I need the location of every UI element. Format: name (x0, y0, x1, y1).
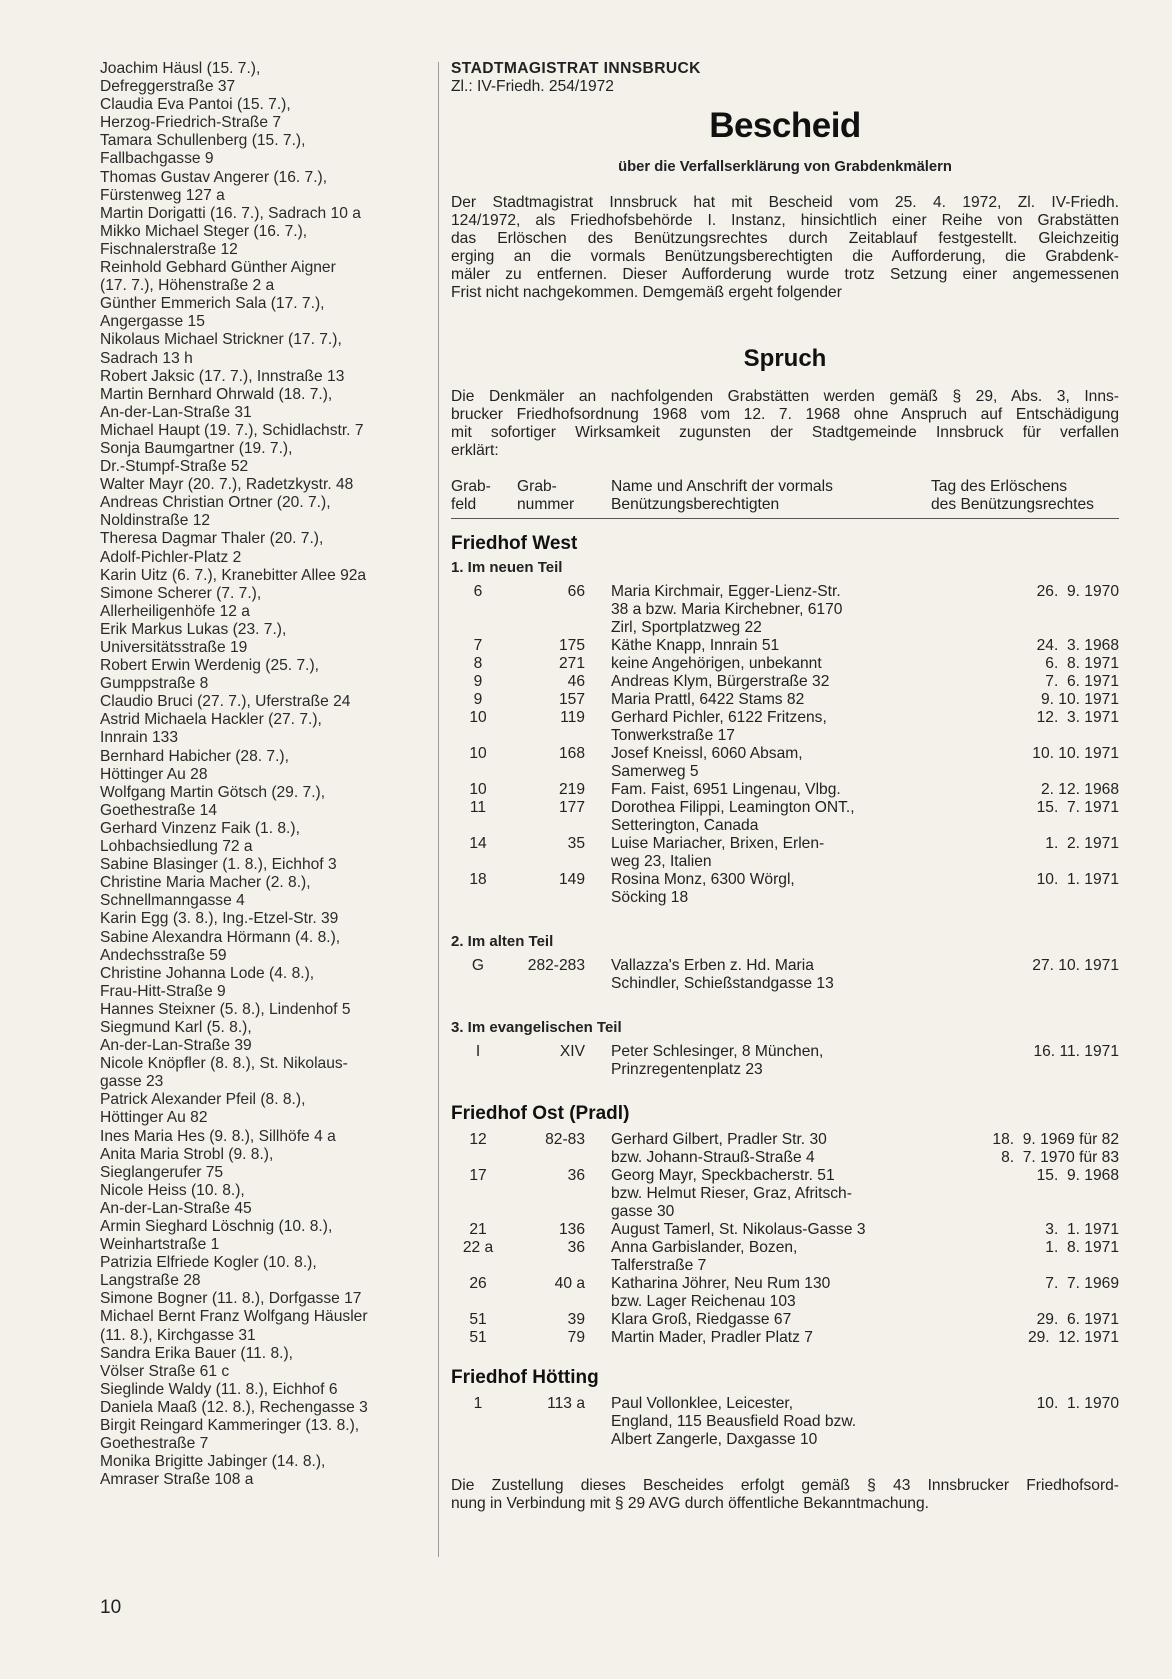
address-line: Söcking 18 (611, 889, 689, 906)
list-line: Dr.-Stumpf-Straße 52 (100, 458, 249, 476)
table-row (451, 1239, 1119, 1275)
header-grabnummer: Grab- nummer (517, 478, 575, 513)
expiry-date: 1. 2. 1971 (1045, 835, 1119, 852)
list-line: Allerheiligenhöfe 12 a (100, 602, 250, 620)
holder-name-address (611, 1221, 911, 1239)
list-line: Andechsstraße 59 (100, 946, 227, 964)
address-line: Setterington, Canada (611, 817, 759, 834)
cemetery-title: Friedhof West (451, 533, 578, 554)
grave-field: 10 (469, 709, 487, 726)
right-column (451, 60, 1119, 1513)
holder-name-address (611, 871, 911, 907)
address-line: August Tamerl, St. Nikolaus-Gasse 3 (611, 1221, 866, 1238)
paragraph-line: Frist nicht nachgekommen. Demgemäß ergeht folgender (451, 284, 842, 301)
expiry-date: 10. 1. 1971 (1036, 871, 1119, 888)
cemetery-part-title: 3. Im evangelischen Teil (451, 1019, 622, 1036)
page-number: 10 (100, 1597, 122, 1618)
table-row (451, 709, 1119, 745)
paragraph-line: erging an die vormals Benützungsberechtigten die Aufforderung, die Grabdenk- (451, 248, 1119, 265)
grave-field: 9 (473, 691, 483, 708)
list-line: (11. 8.), Kirchgasse 31 (100, 1326, 256, 1344)
list-line: Defreggerstraße 37 (100, 78, 236, 96)
address-line: Anna Garbislander, Bozen, (611, 1239, 798, 1256)
grave-field: 10 (469, 745, 487, 762)
holder-name-address (611, 745, 911, 781)
list-line: Monika Brigitte Jabinger (14. 8.), (100, 1453, 326, 1471)
list-line: Karin Egg (3. 8.), Ing.-Etzel-Str. 39 (100, 910, 339, 928)
list-line: Armin Sieghard Löschnig (10. 8.), (100, 1218, 333, 1235)
grave-field: 21 (469, 1221, 487, 1238)
holder-name-address (611, 799, 911, 835)
holder-name-address (611, 655, 911, 673)
grave-number: 40 a (554, 1275, 585, 1292)
section-spacer (451, 1449, 1119, 1455)
address-line: weg 23, Italien (611, 853, 712, 870)
address-line: Talferstraße 7 (611, 1257, 707, 1274)
grave-number: 113 a (547, 1395, 585, 1412)
table-row (451, 745, 1119, 781)
grave-number: 36 (567, 1167, 585, 1184)
table-row (451, 1329, 1119, 1347)
list-line: Sandra Erika Bauer (11. 8.), (100, 1344, 293, 1362)
list-line: Birgit Reingard Kammeringer (13. 8.), (100, 1417, 360, 1435)
address-line: Prinzregentenplatz 23 (611, 1061, 763, 1078)
paragraph-line: brucker Friedhofsordnung 1968 vom 12. 7. 1968 ohne Anspruch auf Entschädigung (451, 406, 1119, 423)
paragraph-line: mit sofortiger Wirksamkeit zugunsten der Stadtgemeinde Innsbruck für verfallen (451, 424, 1119, 441)
paragraph-line: mäler zu entfernen. Dieser Aufforderung wurde trotz Setzung einer angemessenen (451, 266, 1119, 283)
paragraph-line: Die Denkmäler an nachfolgenden Grabstätten werden gemäß § 29, Abs. 3, Inns- (451, 388, 1119, 405)
list-line: (17. 7.), Höhenstraße 2 a (100, 277, 275, 295)
grave-number: 282-283 (527, 957, 585, 974)
grave-number: 35 (567, 835, 585, 852)
grave-number: 119 (560, 709, 585, 726)
address-line: Fam. Faist, 6951 Lingenau, Vlbg. (611, 781, 841, 798)
list-line: Langstraße 28 (100, 1272, 201, 1290)
list-line: Patrizia Elfriede Kogler (10. 8.), (100, 1254, 317, 1272)
grave-number: 79 (567, 1329, 585, 1346)
list-line: Karin Uitz (6. 7.), Kranebitter Allee 92a (100, 566, 367, 584)
list-line: Martin Bernhard Ohrwald (18. 7.), (100, 385, 333, 403)
expiry-date: 16. 11. 1971 (1033, 1043, 1119, 1060)
table-row (451, 781, 1119, 799)
list-line: Nicole Knöpfler (8. 8.), St. Nikolaus- (100, 1055, 348, 1073)
list-line: Thomas Gustav Angerer (16. 7.), (100, 168, 328, 186)
list-line: Claudia Eva Pantoi (15. 7.), (100, 96, 291, 114)
spruch-paragraph (451, 388, 1119, 460)
list-line: Reinhold Gebhard Günther Aigner (100, 259, 336, 277)
paragraph-line: erklärt: (451, 442, 499, 459)
expiry-date: 7. 7. 1969 (1045, 1275, 1119, 1292)
list-line: An-der-Lan-Straße 31 (100, 403, 252, 421)
expiry-date: 29. 12. 1971 (1027, 1329, 1119, 1346)
list-line: Wolfgang Martin Götsch (29. 7.), (100, 783, 326, 801)
list-line: Amraser Straße 108 a (100, 1471, 254, 1489)
grave-rows (451, 957, 1119, 993)
grave-rows (451, 1131, 1119, 1347)
grave-number: 177 (558, 799, 585, 816)
list-line: Claudio Bruci (27. 7.), Uferstraße 24 (100, 693, 351, 711)
table-row (451, 1167, 1119, 1221)
address-line: Martin Mader, Pradler Platz 7 (611, 1329, 813, 1346)
list-line: Goethestraße 14 (100, 801, 218, 819)
address-line: Zirl, Sportplatzweg 22 (611, 619, 762, 636)
list-line: Herzog-Friedrich-Straße 7 (100, 114, 282, 132)
list-line: Innrain 133 (100, 729, 179, 747)
holder-name-address (611, 1311, 911, 1329)
spruch-heading: Spruch (743, 345, 827, 372)
list-line: Erik Markus Lukas (23. 7.), (100, 620, 287, 638)
expiry-date: 29. 6. 1971 (1036, 1311, 1119, 1328)
address-line: 38 a bzw. Maria Kirchebner, 6170 (611, 601, 843, 618)
list-line: Anita Maria Strobl (9. 8.), (100, 1145, 274, 1163)
grave-field: 51 (469, 1311, 487, 1328)
list-line: Walter Mayr (20. 7.), Radetzkystr. 48 (100, 476, 354, 494)
holder-name-address (611, 637, 911, 655)
grave-field: 10 (469, 781, 487, 798)
grave-sections (451, 533, 1119, 1455)
address-line: Gerhard Gilbert, Pradler Str. 30 (611, 1131, 827, 1148)
table-row (451, 1275, 1119, 1311)
grave-rows (451, 1395, 1119, 1449)
expiry-date: 12. 3. 1971 (1036, 709, 1119, 726)
holder-name-address (611, 1043, 911, 1079)
paragraph-line: das Erlöschen des Benützungsrechtes durch Zeitablauf festgestellt. Gleichzeitig (451, 230, 1119, 247)
holder-name-address (611, 691, 911, 709)
table-row (451, 691, 1119, 709)
address-line: bzw. Lager Reichenau 103 (611, 1293, 796, 1310)
holder-name-address (611, 957, 911, 993)
cemetery-title: Friedhof Hötting (451, 1367, 599, 1388)
address-line: Georg Mayr, Speckbacherstr. 51 (611, 1167, 835, 1184)
list-line: Völser Straße 61 c (100, 1362, 230, 1380)
grave-number: 271 (558, 655, 585, 672)
list-line: Fürstenweg 127 a (100, 186, 225, 204)
holder-name-address (611, 709, 911, 745)
list-line: Robert Jaksic (17. 7.), Innstraße 13 (100, 367, 345, 385)
list-line: Schnellmanngasse 4 (100, 892, 245, 910)
grave-rows (451, 1043, 1119, 1079)
paragraph-line: 124/1972, als Friedhofsbehörde I. Instanz, hinsichtlich einer Reihe von Grabstätten (451, 212, 1119, 229)
list-line: Joachim Häusl (15. 7.), (100, 60, 261, 77)
list-line: Adolf-Pichler-Platz 2 (100, 548, 242, 566)
grave-number: 175 (558, 637, 585, 654)
grave-field: 18 (469, 871, 487, 888)
grave-number: XIV (559, 1043, 585, 1060)
address-line: bzw. Johann-Strauß-Straße 4 (611, 1149, 815, 1166)
list-line: Michael Bernt Franz Wolfgang Häusler (100, 1308, 368, 1326)
grave-number: 82-83 (545, 1131, 585, 1148)
closing-paragraph (451, 1477, 1119, 1513)
list-line: Tamara Schullenberg (15. 7.), (100, 132, 306, 150)
list-line: Lohbachsiedlung 72 a (100, 838, 253, 856)
list-line: Nicole Heiss (10. 8.), (100, 1181, 245, 1199)
address-line: Gerhard Pichler, 6122 Fritzens, (611, 709, 827, 726)
list-line: Bernhard Habicher (28. 7.), (100, 747, 289, 765)
expiry-date: 15. 7. 1971 (1036, 799, 1119, 816)
grave-field: 6 (473, 583, 483, 600)
grave-number: 149 (558, 871, 585, 888)
address-line: England, 115 Beausfield Road bzw. (611, 1413, 857, 1430)
list-line: Goethestraße 7 (100, 1435, 209, 1453)
list-line: Fischnalerstraße 12 (100, 240, 238, 258)
address-line: Maria Kirchmair, Egger-Lienz-Str. (611, 583, 841, 600)
table-row (451, 1311, 1119, 1329)
list-line: Daniela Maaß (12. 8.), Rechengasse 3 (100, 1398, 368, 1416)
table-header (451, 478, 1119, 519)
list-line: Sieglinde Waldy (11. 8.), Eichhof 6 (100, 1380, 338, 1398)
authority-heading: STADTMAGISTRAT INNSBRUCK (451, 60, 701, 77)
address-line: Dorothea Filippi, Leamington ONT., (611, 799, 855, 816)
address-line: gasse 30 (611, 1203, 675, 1220)
cemetery-part-title: 2. Im alten Teil (451, 933, 554, 950)
grave-number: 39 (567, 1311, 585, 1328)
address-line: keine Angehörigen, unbekannt (611, 655, 822, 672)
grave-field: 8 (473, 655, 483, 672)
list-line: Weinhartstraße 1 (100, 1236, 220, 1254)
list-line: Universitätsstraße 19 (100, 639, 248, 656)
list-line: Christine Johanna Lode (4. 8.), (100, 964, 315, 982)
intro-paragraph (451, 194, 1119, 302)
paragraph-line: nung in Verbindung mit § 29 AVG durch öffentliche Bekanntmachung. (451, 1495, 929, 1512)
expiry-date: 10. 10. 1971 (1032, 745, 1119, 762)
grave-number: 36 (567, 1239, 585, 1256)
address-line: Andreas Klym, Bürgerstraße 32 (611, 673, 830, 690)
table-row (451, 799, 1119, 835)
address-line: Rosina Monz, 6300 Wörgl, (611, 871, 795, 888)
expiry-date: 15. 9. 1968 (1036, 1167, 1119, 1184)
grave-number: 157 (558, 691, 585, 708)
address-line: Paul Vollonklee, Leicester, (611, 1395, 794, 1412)
list-line: An-der-Lan-Straße 45 (100, 1199, 252, 1217)
address-line: Josef Kneissl, 6060 Absam, (611, 745, 803, 762)
address-line: Albert Zangerle, Daxgasse 10 (611, 1431, 818, 1448)
address-line: Maria Prattl, 6422 Stams 82 (611, 691, 805, 708)
paragraph-line: Die Zustellung dieses Bescheides erfolgt gemäß § 43 Innsbrucker Friedhofsord- (451, 1477, 1119, 1494)
holder-name-address (611, 1167, 911, 1221)
expiry-date: 18. 9. 1969 für 82 8. 7. 1970 für 83 (992, 1131, 1119, 1166)
grave-field: G (471, 957, 485, 974)
list-line: Sonja Baumgartner (19. 7.), (100, 439, 293, 457)
list-line: Angergasse 15 (100, 313, 205, 331)
list-line: Höttinger Au 82 (100, 1109, 208, 1127)
left-column-list (100, 60, 420, 1489)
list-line: Sieglangerufer 75 (100, 1163, 224, 1181)
holder-name-address (611, 1239, 911, 1275)
list-line: Michael Haupt (19. 7.), Schidlachstr. 7 (100, 421, 364, 439)
list-line: Nikolaus Michael Strickner (17. 7.), (100, 331, 342, 349)
list-line: gasse 23 (100, 1073, 164, 1091)
list-line: An-der-Lan-Straße 39 (100, 1037, 252, 1055)
header-grabfeld: Grab- feld (451, 478, 491, 513)
holder-name-address (611, 673, 911, 691)
list-line: Fallbachgasse 9 (100, 150, 214, 168)
document-title: Bescheid (709, 106, 861, 145)
expiry-date: 26. 9. 1970 (1036, 583, 1119, 600)
holder-name-address (611, 781, 911, 799)
cemetery-part-title: 1. Im neuen Teil (451, 559, 563, 576)
holder-name-address (611, 835, 911, 871)
table-row (451, 1395, 1119, 1449)
holder-name-address (611, 1395, 911, 1449)
holder-name-address (611, 1131, 911, 1167)
grave-field: 22 a (462, 1239, 494, 1256)
list-line: Sabine Alexandra Hörmann (4. 8.), (100, 928, 341, 946)
grave-field: 7 (473, 637, 483, 654)
list-line: Höttinger Au 28 (100, 765, 208, 783)
expiry-date: 1. 8. 1971 (1045, 1239, 1119, 1256)
list-line: Siegmund Karl (5. 8.), (100, 1018, 252, 1036)
expiry-date: 6. 8. 1971 (1045, 655, 1119, 672)
grave-field: 1 (473, 1395, 483, 1412)
document-subtitle: über die Verfallserklärung von Grabdenkmälern (618, 159, 952, 175)
address-line: Tonwerkstraße 17 (611, 727, 735, 744)
expiry-date: 3. 1. 1971 (1045, 1221, 1119, 1238)
paragraph-line: Der Stadtmagistrat Innsbruck hat mit Bescheid vom 25. 4. 1972, Zl. IV-Friedh. (451, 194, 1119, 211)
address-line: Luise Mariacher, Brixen, Erlen- (611, 835, 825, 852)
section-spacer (451, 1079, 1119, 1089)
list-line: Patrick Alexander Pfeil (8. 8.), (100, 1091, 306, 1109)
grave-field: 51 (469, 1329, 487, 1346)
list-line: Simone Bogner (11. 8.), Dorfgasse 17 (100, 1290, 362, 1308)
address-line: Katharina Jöhrer, Neu Rum 130 (611, 1275, 831, 1292)
reference-number: Zl.: IV-Friedh. 254/1972 (451, 78, 614, 95)
list-line: Astrid Michaela Hackler (27. 7.), (100, 711, 322, 729)
header-date: Tag des Erlöschens des Benützungsrechtes (931, 478, 1094, 513)
table-row (451, 1131, 1119, 1167)
grave-field: 9 (473, 673, 483, 690)
grave-field: 11 (469, 799, 487, 816)
section-spacer (451, 1347, 1119, 1353)
list-line: Robert Erwin Werdenig (25. 7.), (100, 657, 319, 675)
grave-field: 14 (469, 835, 487, 852)
grave-field: 12 (469, 1131, 487, 1148)
table-row (451, 637, 1119, 655)
expiry-date: 24. 3. 1968 (1036, 637, 1119, 654)
address-line: bzw. Helmut Rieser, Graz, Afritsch- (611, 1185, 852, 1202)
list-line: Mikko Michael Steger (16. 7.), (100, 222, 308, 240)
column-divider (438, 62, 439, 1557)
expiry-date: 2. 12. 1968 (1040, 781, 1119, 798)
grave-number: 136 (558, 1221, 585, 1238)
cemetery-title: Friedhof Ost (Pradl) (451, 1103, 630, 1124)
list-line: Andreas Christian Ortner (20. 7.), (100, 494, 331, 512)
list-line: Gerhard Vinzenz Faik (1. 8.), (100, 819, 300, 837)
table-row (451, 1221, 1119, 1239)
list-line: Martin Dorigatti (16. 7.), Sadrach 10 a (100, 204, 361, 222)
grave-field: 26 (469, 1275, 487, 1292)
list-line: Noldinstraße 12 (100, 512, 211, 530)
table-row (451, 1043, 1119, 1079)
holder-name-address (611, 583, 911, 637)
list-line: Hannes Steixner (5. 8.), Lindenhof 5 (100, 1000, 351, 1018)
table-row (451, 957, 1119, 993)
holder-name-address (611, 1275, 911, 1311)
list-line: Simone Scherer (7. 7.), (100, 584, 262, 602)
grave-number: 66 (567, 583, 585, 600)
grave-number: 168 (558, 745, 585, 762)
grave-number: 46 (567, 673, 585, 690)
grave-rows (451, 583, 1119, 907)
address-line: Peter Schlesinger, 8 München, (611, 1043, 824, 1060)
address-line: Klara Groß, Riedgasse 67 (611, 1311, 792, 1328)
address-line: Vallazza's Erben z. Hd. Maria (611, 957, 814, 974)
expiry-date: 9. 10. 1971 (1040, 691, 1119, 708)
expiry-date: 27. 10. 1971 (1032, 957, 1119, 974)
list-line: Theresa Dagmar Thaler (20. 7.), (100, 530, 324, 548)
header-name: Name und Anschrift der vormals Benützungsberechtigten (611, 478, 833, 513)
holder-name-address (611, 1329, 911, 1347)
expiry-date: 10. 1. 1970 (1036, 1395, 1119, 1412)
address-line: Käthe Knapp, Innrain 51 (611, 637, 780, 654)
list-line: Sabine Blasinger (1. 8.), Eichhof 3 (100, 856, 337, 874)
grave-field: I (475, 1043, 481, 1060)
table-row (451, 655, 1119, 673)
table-row (451, 871, 1119, 907)
list-line: Günther Emmerich Sala (17. 7.), (100, 295, 325, 313)
expiry-date: 7. 6. 1971 (1045, 673, 1119, 690)
grave-number: 219 (558, 781, 585, 798)
list-line: Gumppstraße 8 (100, 675, 209, 693)
table-row (451, 673, 1119, 691)
list-line: Ines Maria Hes (9. 8.), Sillhöfe 4 a (100, 1127, 336, 1145)
table-row (451, 835, 1119, 871)
grave-field: 17 (469, 1167, 487, 1184)
list-line: Christine Maria Macher (2. 8.), (100, 874, 311, 892)
address-line: Schindler, Schießstandgasse 13 (611, 975, 834, 992)
list-line: Sadrach 13 h (100, 349, 193, 367)
table-row (451, 583, 1119, 637)
address-line: Samerweg 5 (611, 763, 699, 780)
list-line: Frau-Hitt-Straße 9 (100, 982, 226, 1000)
